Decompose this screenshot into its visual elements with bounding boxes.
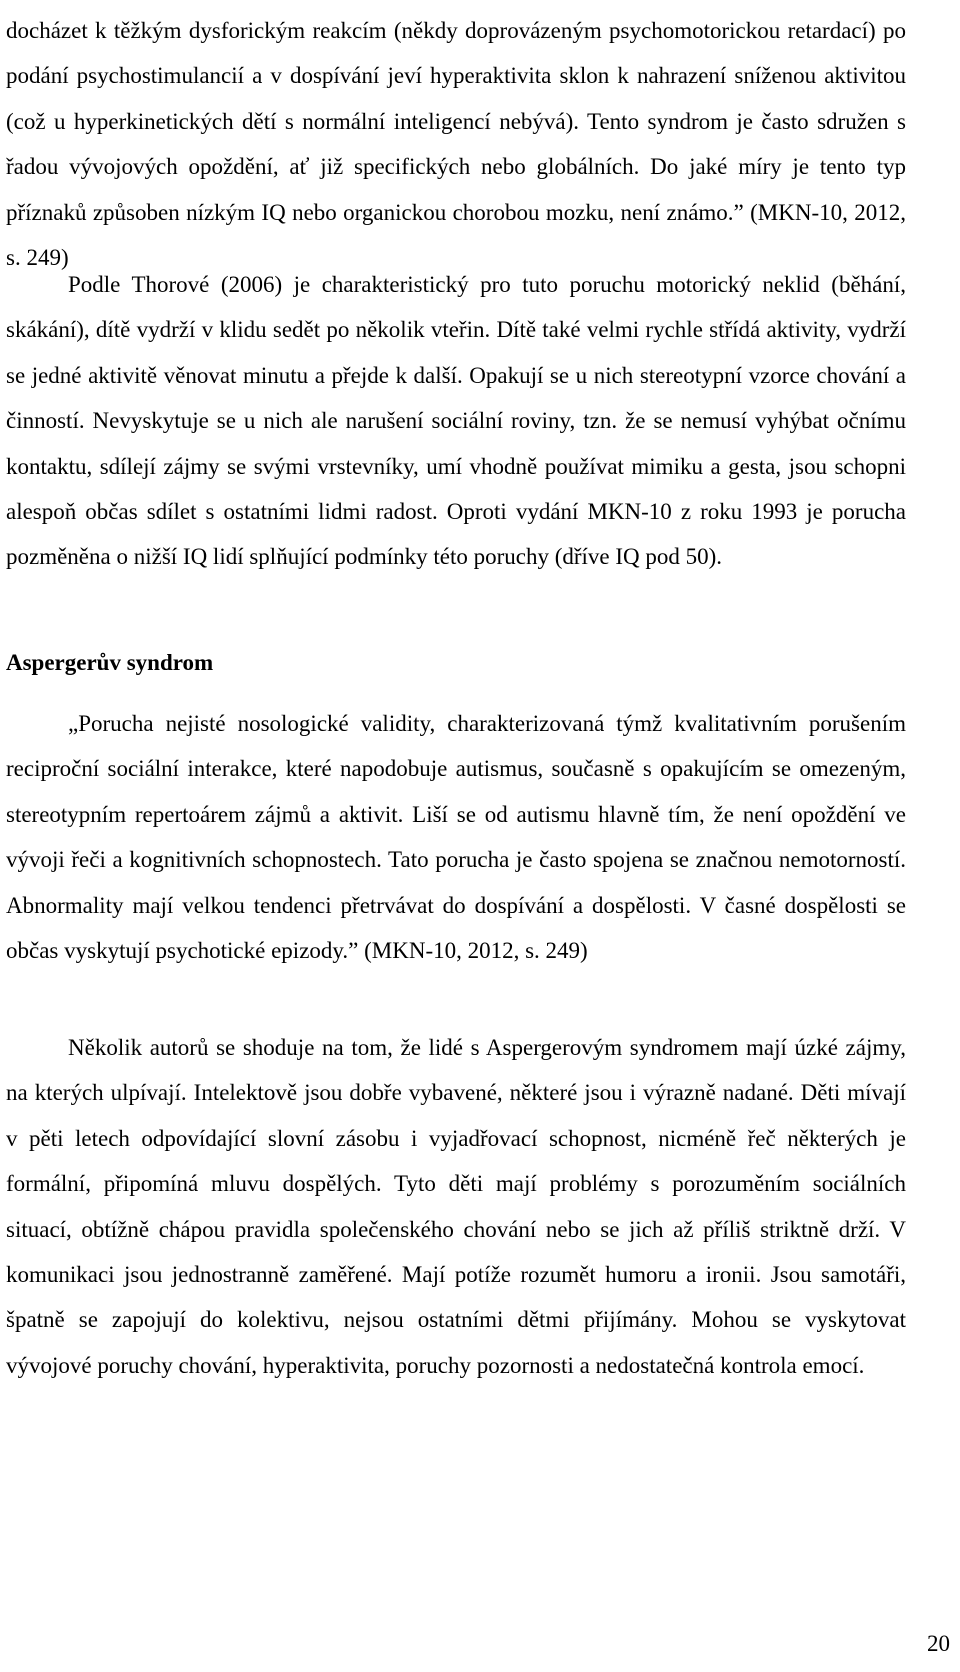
paragraph-continuation: docházet k těžkým dysforickým reakcím (někdy doprovázeným psychomotorickou retardací) po podání psychostimulancií a v dospívání jeví hyperaktivita sklon k nahrazení sníženou aktivitou (což u hyperkinetických dětí s normální inteligencí nebývá). Tento syndrom je často sdružen s řadou vývojových opoždění, ať již specifických nebo globálních. Do jaké míry je tento typ příznaků způsoben nízkým IQ nebo organickou chorobou mozku, není známo.” (MKN-10, 2012, s. 249) [6, 18, 906, 271]
paragraph-quote-mkn: „Porucha nejisté nosologické validity, charakterizovaná týmž kvalitativním porušením reciproční sociální interakce, které napodobuje autismus, současně s opakujícím se omezeným, stereotypním repertoárem zájmů a aktivit. Liší se od autismu hlavně tím, že není opoždění ve vývoji řeči a kognitivních schopnostech. Tato porucha je často spojena se značnou nemotorností. Abnormality mají velkou tendenci přetrvávat do dospívání a dospělosti. V časné dospělosti se občas vyskytují psychotické epizody.” (MKN-10, 2012, s. 249) [6, 711, 906, 964]
paragraph-thorova: Podle Thorové (2006) je charakteristický pro tuto poruchu motorický neklid (běhání, skákání), dítě vydrží v klidu sedět po několik vteřin. Dítě také velmi rychle střídá aktivity, vydrží se jedné aktivitě věnovat minutu a přejde k další. Opakují se u nich stereotypní vzorce chování a činností. Nevyskytuje se u nich ale narušení sociální roviny, tzn. že se nemusí vyhýbat očnímu kontaktu, sdílejí zájmy se svými vrstevníky, umí vhodně používat mimiku a gesta, jsou schopni alespoň občas sdílet s ostatními lidmi radost. Oproti vydání MKN-10 z roku 1993 je porucha pozměněna o nižší IQ lidí splňující podmínky této poruchy (dříve IQ pod 50). [6, 272, 906, 570]
paragraph-authors: Několik autorů se shoduje na tom, že lidé s Aspergerovým syndromem mají úzké zájmy, na kterých ulpívají. Intelektově jsou dobře vybavené, některé jsou i výrazně nadané. Děti mívají v pěti letech odpovídající slovní zásobu i vyjadřovací schopnost, nicméně řeč některých je formální, připomíná mluvu dospělých. Tyto děti mají problémy s porozuměním sociálních situací, obtížně chápou pravidla společenského chování nebo se jich až příliš striktně drží. V komunikaci jsou jednostranně zaměřené. Mají potíže rozumět humoru a ironii. Jsou samotáři, špatně se zapojují do kolektivu, nejsou ostatními dětmi přijímány. Mohou se vyskytovat vývojové poruchy chování, hyperaktivita, poruchy pozornosti a nedostatečná kontrola emocí. [6, 1035, 906, 1378]
page-number: 20 [927, 1631, 950, 1656]
section-heading: Aspergerův syndrom [6, 650, 214, 675]
